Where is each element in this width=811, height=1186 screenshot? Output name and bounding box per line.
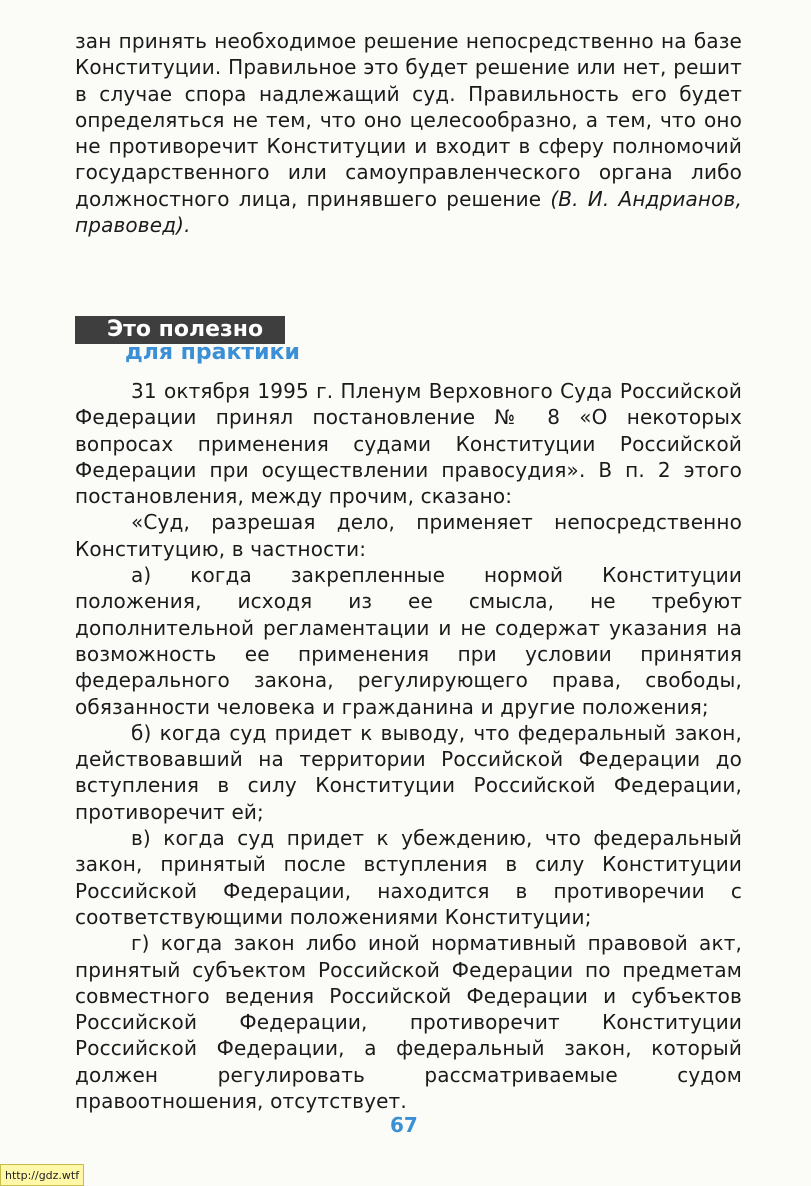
intro-text: зан принять необходимое решение непосредственно на базе Конституции. Правильное это будет решение или нет, решит в случае спора надлежащий суд. Правильность его будет определяться не тем, что оно целесообразно, а тем, что оно не противоречит Конституции и входит в сферу полномочий государственного или самоуправленческого органа либо должностного лица, принявшего решение xyxy=(75,29,742,211)
practice-heading xyxy=(75,316,335,364)
practice-title: Это полезно xyxy=(75,316,285,344)
paragraph-item-v: в) когда суд придет к убеждению, что федеральный закон, принятый после вступления в силу Конституции Российской Федерации, находится в противоречии с соответствующими положениями Конституции; xyxy=(75,826,742,929)
page-number: 67 xyxy=(390,1113,418,1137)
paragraph-quote-intro: «Суд, разрешая дело, применяет непосредственно Конституцию, в частности: xyxy=(75,510,742,561)
paragraph-item-b: б) когда суд придет к выводу, что федеральный закон, действовавший на территории Российской Федерации до вступления в силу Конституции Российской Федерации, противоречит ей; xyxy=(75,720,742,824)
paragraph-item-a: а) когда закрепленные нормой Конституции положения, исходя из ее смысла, не требуют дополнительной регламентации и не содержат указания на возможность ее применения при условии принятия федерального закона, регулирующего права, свободы, обязанности человека и гражданина и другие положения; xyxy=(75,563,742,719)
paragraph-item-g: г) когда закон либо иной нормативный правовой акт, принятый субъектом Российской Федерации по предметам совместного ведения Российской Федерации и субъектов Российской Федерации, противоречит Конституции Российской Федерации, а федеральный закон, который должен регулировать рассматриваемые судом правоотношения, отсутствует. xyxy=(75,931,742,1114)
intro-citation: (В. И. Андрианов, правовед). xyxy=(75,186,742,238)
practice-subtitle: для практики xyxy=(125,340,300,365)
practice-body xyxy=(75,378,742,1114)
paragraph-plenum: 31 октября 1995 г. Пленум Верховного Суда Российской Федерации принял постановление № 8 «О некоторых вопросах применения судами Конституции Российской Федерации при осуществлении правосудия». В п. 2 этого постановления, между прочим, сказано: xyxy=(75,379,742,509)
watermark-link[interactable]: http://gdz.wtf xyxy=(0,1164,84,1186)
intro-paragraph xyxy=(75,28,742,238)
